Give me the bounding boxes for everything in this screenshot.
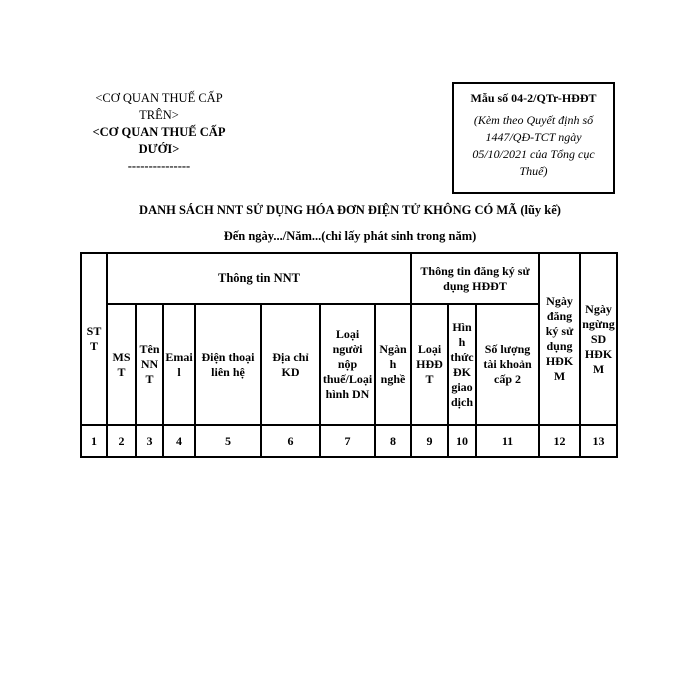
header-stop-date: Ngày ngừng SD HĐKM: [580, 253, 617, 425]
agency-header: [80, 90, 238, 175]
header-email: Email: [163, 304, 195, 425]
header-row-groups: [81, 253, 617, 304]
header-stt: STT: [81, 253, 107, 425]
column-number: 6: [261, 425, 320, 457]
column-number: 10: [448, 425, 476, 457]
form-code: Mẫu số 04-2/QTr-HĐĐT: [470, 91, 597, 105]
taxpayer-table: [80, 252, 618, 458]
agency-separator: ---------------: [127, 159, 191, 173]
document-title: DANH SÁCH NNT SỬ DỤNG HÓA ĐƠN ĐIỆN TỬ KHÔNG CÓ MÃ (lũy kế): [139, 203, 561, 217]
header-ten-nnt: Tên NNT: [136, 304, 163, 425]
column-number: 13: [580, 425, 617, 457]
header-level2-accounts: Số lượng tài khoản cấp 2: [476, 304, 539, 425]
header-invoice-type: Loại HĐĐT: [411, 304, 448, 425]
form-decision-note: (Kèm theo Quyết định số 1447/QĐ-TCT ngày 05/10/2021 của Tổng cục Thuế): [472, 113, 595, 178]
header-phone: Điện thoại liên hệ: [195, 304, 261, 425]
header-taxpayer-type: Loại người nộp thuế/Loại hình DN: [320, 304, 375, 425]
column-number: 5: [195, 425, 261, 457]
lower-agency: <CƠ QUAN THUẾ CẤP DƯỚI>: [92, 125, 226, 156]
column-number: 2: [107, 425, 136, 457]
upper-agency: <CƠ QUAN THUẾ CẤP TRÊN>: [95, 91, 223, 122]
column-number: 8: [375, 425, 411, 457]
column-number: 7: [320, 425, 375, 457]
column-number: 9: [411, 425, 448, 457]
column-number: 4: [163, 425, 195, 457]
document-subtitle: Đến ngày.../Năm...(chỉ lấy phát sinh trong năm): [223, 229, 477, 243]
header-address: Địa chỉ KD: [261, 304, 320, 425]
column-number: 11: [476, 425, 539, 457]
column-number: 3: [136, 425, 163, 457]
header-row-columns: [81, 304, 617, 425]
column-number: 12: [539, 425, 580, 457]
header-industry: Ngành nghề: [375, 304, 411, 425]
form-number-box: [452, 82, 615, 194]
header-registration-form: Hình thức ĐK giao dịch: [448, 304, 476, 425]
column-number-row: [81, 425, 617, 457]
header-mst: MST: [107, 304, 136, 425]
column-number: 1: [81, 425, 107, 457]
header-group-registration: Thông tin đăng ký sử dụng HĐĐT: [411, 253, 539, 304]
header-registration-date: Ngày đăng ký sử dụng HĐKM: [539, 253, 580, 425]
header-group-nnt: Thông tin NNT: [107, 253, 411, 304]
